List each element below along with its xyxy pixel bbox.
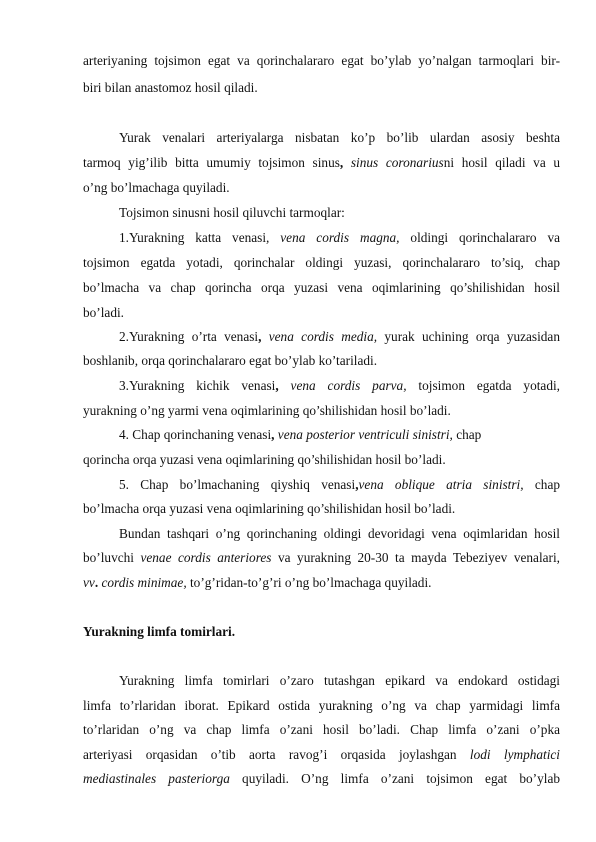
text: boshlanib, orqa qorinchalararo egat bo’ylab ko’tariladi. (83, 353, 378, 368)
latin-term: vena cordis parva, (278, 378, 407, 393)
paragraph-line (83, 80, 560, 96)
paragraph-line (83, 722, 560, 738)
paragraph-line (83, 452, 560, 468)
text: , (355, 477, 359, 492)
text: chap (523, 477, 560, 492)
text: bo’ladi. (83, 305, 124, 320)
paragraph-line (119, 329, 560, 345)
paragraph-line (83, 501, 560, 517)
paragraph-line (119, 230, 560, 246)
paragraph-line (83, 155, 560, 171)
text: Tojsimon sinusni hosil qiluvchi tarmoqlar: (119, 205, 345, 220)
text: , (258, 329, 262, 344)
text: yurak uchining orqa yuzasidan (377, 329, 560, 344)
paragraph-line (83, 771, 560, 787)
text: tojsimon egatda yotadi, (406, 378, 560, 393)
paragraph-line (119, 673, 560, 689)
paragraph-line (119, 427, 560, 443)
text: yurakning o’ng yarmi vena oqimlarining qo’shilishidan hosil bo’ladi. (83, 403, 451, 418)
paragraph-line (119, 477, 560, 493)
latin-term: sinus coronarius (343, 155, 444, 170)
text: tojsimon egatda yotadi, qorinchalar oldingi yuzasi, qorinchalararo to’siq, chap (83, 255, 560, 270)
text: 2.Yurakning o’rta venasi (119, 329, 259, 344)
text: to’rlaridan o’ng va chap limfa o’zani hosil bo’ladi. Chap limfa o’zani o’pka (83, 722, 560, 737)
text: , (271, 427, 275, 442)
latin-term: lodi lymphatici (469, 747, 561, 762)
text: Yurak venalari arteriyalarga nisbatan ko’p bo’lib ulardan asosiy beshta (119, 130, 560, 145)
paragraph-line (83, 403, 560, 419)
latin-term: vena oblique atria sinistri, (358, 477, 524, 492)
text: 4. Chap qorinchaning venasi (119, 427, 272, 442)
latin-term: venae cordis anteriores (140, 550, 272, 565)
paragraph-line (119, 130, 560, 146)
text: bo’lmacha orqa yuzasi vena oqimlarining qo’shilishidan hosil bo’ladi. (83, 501, 456, 516)
text: , (339, 155, 344, 170)
text: limfa to’rlaridan iborat. Epikard ostida yurakning o’ng va chap yarmidagi limfa (83, 698, 560, 713)
text: arteriyaning tojsimon egat va qorinchalararo egat bo’ylab yo’nalgan tarmoqlari bir- (83, 53, 560, 68)
latin-term: cordis minimae, (98, 575, 187, 590)
paragraph-line (83, 255, 560, 271)
text: quyiladi. O’ng limfa o’zani tojsimon egat bo’ylab (229, 771, 560, 786)
text: . (94, 575, 99, 590)
latin-term: vena cordis media, (261, 329, 378, 344)
text: arteriyasi orqasidan o’tib aorta ravog’i orqasida joylashgan (83, 747, 470, 762)
text: tarmoq yig’ilib bitta umumiy tojsimon sinus (83, 155, 340, 170)
paragraph-line (83, 747, 560, 763)
text: o’ng bo’lmachaga quyiladi. (83, 180, 230, 195)
section-heading: Yurakning limfa tomirlari. (83, 624, 236, 639)
text: to’g’ridan-to’g’ri o’ng bo’lmachaga quyiladi. (186, 575, 432, 590)
paragraph-line (83, 698, 560, 714)
text: bo’lmacha va chap qorincha orqa yuzasi vena oqimlarining qo’shilishidan hosil (83, 280, 560, 295)
text: bo’luvchi (83, 550, 141, 565)
text: ni hosil qiladi va u (443, 155, 561, 170)
paragraph-line (83, 575, 560, 591)
text: Yurakning limfa tomirlari o’zaro tutashgan epikard va endokard ostidagi (119, 673, 560, 688)
paragraph-line (83, 353, 560, 369)
paragraph-line (119, 378, 560, 394)
paragraph-line (83, 180, 560, 196)
text: va yurakning 20-30 ta mayda Tebeziyev venalari, (271, 550, 560, 565)
text: oldingi qorinchalararo va (399, 230, 561, 245)
text: 5. Chap bo’lmachaning qiyshiq venasi (119, 477, 356, 492)
text: qorincha orqa yuzasi vena oqimlarining qo’shilishidan hosil bo’ladi. (83, 452, 446, 467)
text: Bundan tashqari o’ng qorinchaning oldingi devoridagi vena oqimlaridan hosil (119, 526, 560, 541)
paragraph-line (83, 53, 560, 69)
text: , (275, 378, 279, 393)
paragraph-line (119, 526, 560, 542)
paragraph-line (83, 305, 560, 321)
latin-term: vena posterior ventriculi sinistri, (274, 427, 453, 442)
text: 1.Yurakning katta venasi (119, 230, 267, 245)
text: 3.Yurakning kichik venasi (119, 378, 276, 393)
latin-term: vv (83, 575, 95, 590)
text: biri bilan anastomoz hosil qiladi. (83, 80, 258, 95)
paragraph-line (83, 550, 560, 566)
text: chap (452, 427, 482, 442)
latin-term: mediastinales pasteriorga (83, 771, 230, 786)
paragraph-line (83, 280, 560, 296)
paragraph-line (119, 205, 560, 221)
latin-term: , vena cordis magna, (266, 230, 400, 245)
